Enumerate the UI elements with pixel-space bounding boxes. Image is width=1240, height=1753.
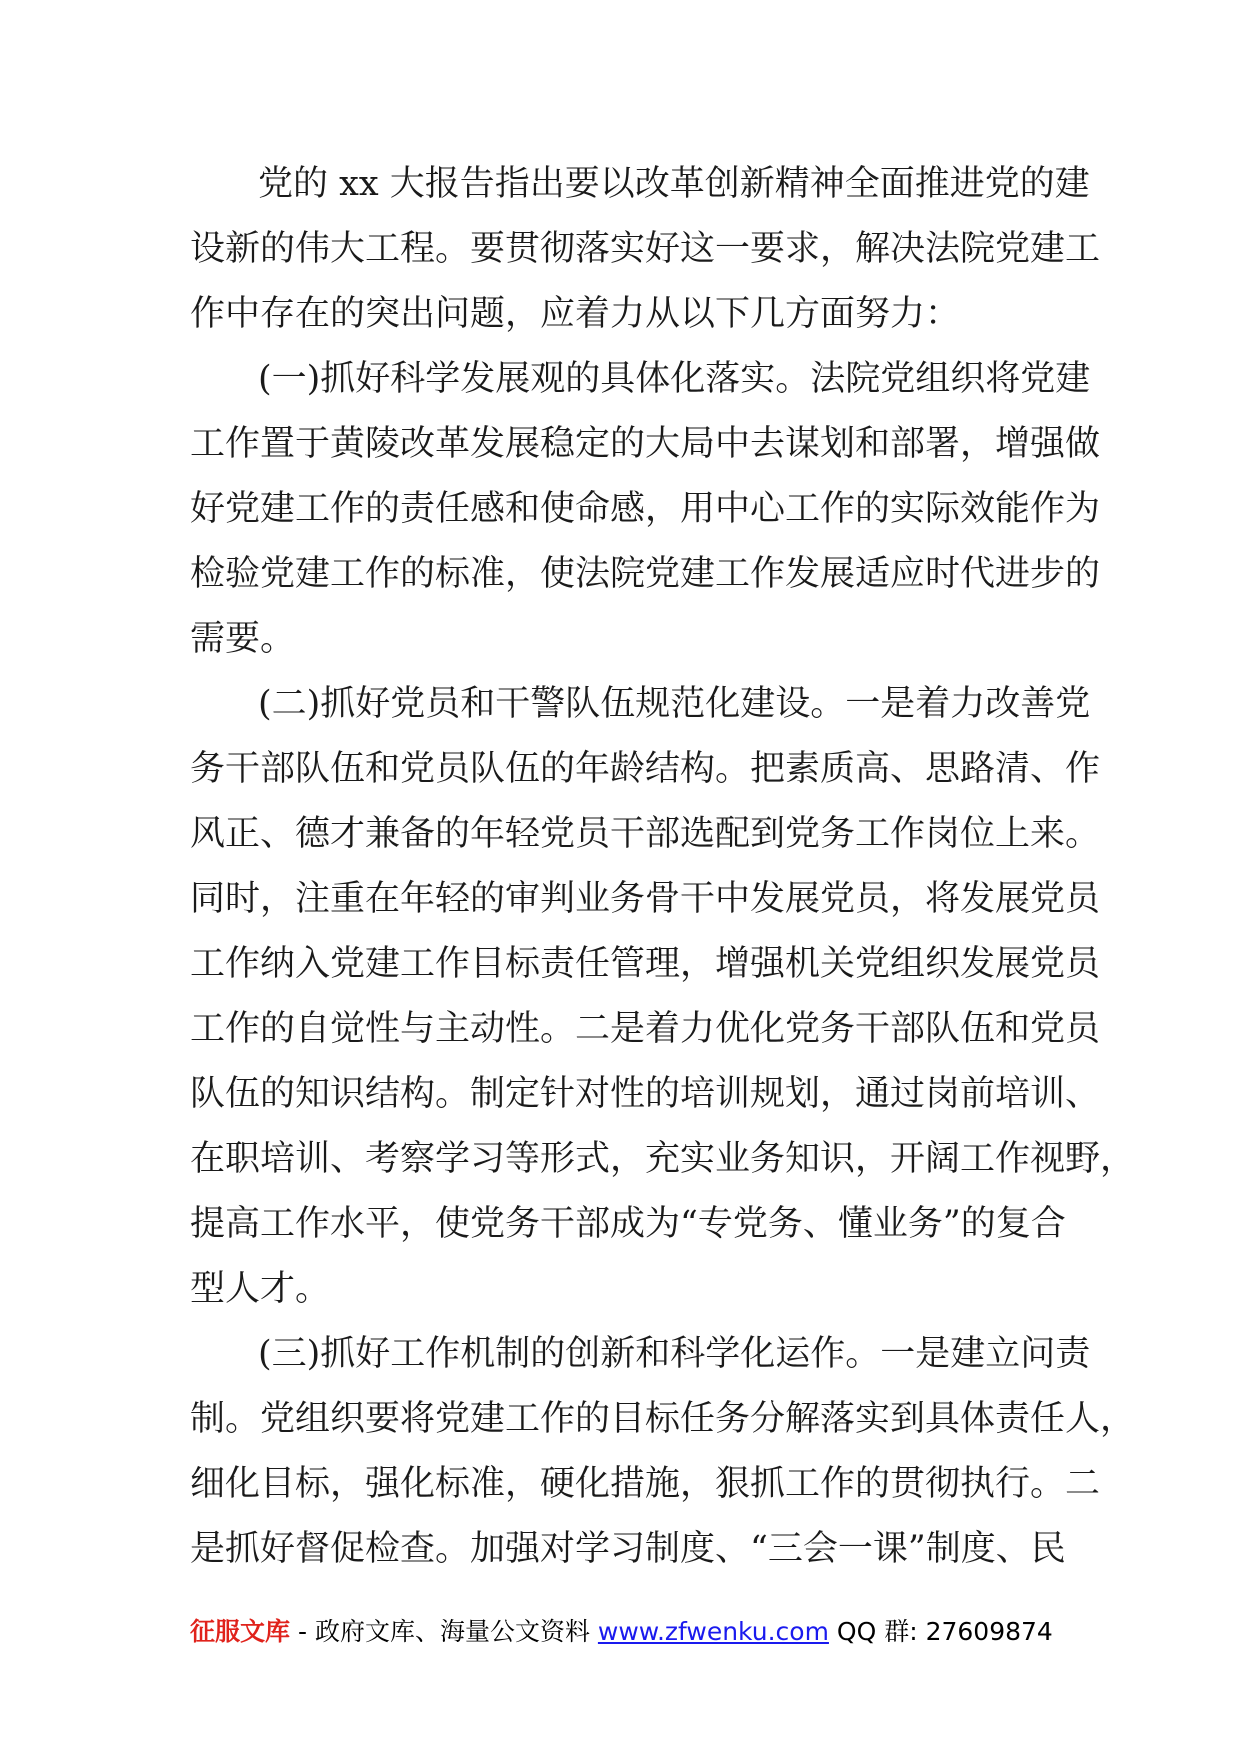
text-line: 好党建工作的责任感和使命感，用中心工作的实际效能作为 xyxy=(190,489,1101,529)
text-line: 党的 xx 大报告指出要以改革创新精神全面推进党的建 xyxy=(258,164,1090,204)
body-text xyxy=(190,152,1136,1582)
text-line: 工作的自觉性与主动性。二是着力优化党务干部队伍和党员 xyxy=(190,1009,1101,1049)
text-line: 务干部队伍和党员队伍的年龄结构。把素质高、思路清、作 xyxy=(190,749,1101,789)
footer-url-link[interactable]: www.zfwenku.com xyxy=(597,1617,829,1646)
text-line: 同时，注重在年轻的审判业务骨干中发展党员，将发展党员 xyxy=(190,879,1101,919)
text-line: 作中存在的突出问题，应着力从以下几方面努力： xyxy=(190,294,961,334)
text-line: 型人才。 xyxy=(190,1269,331,1309)
text-line: 队伍的知识结构。制定针对性的培训规划，通过岗前培训、 xyxy=(190,1074,1101,1114)
text-line: 工作纳入党建工作目标责任管理，增强机关党组织发展党员 xyxy=(190,944,1101,984)
text-line: 制。党组织要将党建工作的目标任务分解落实到具体责任人， xyxy=(190,1399,1136,1439)
text-line: 工作置于黄陵改革发展稳定的大局中去谋划和部署，增强做 xyxy=(190,424,1101,464)
footer-description: 政府文库、海量公文资料 xyxy=(314,1617,590,1646)
text-line: 是抓好督促检查。加强对学习制度、“三会一课”制度、民 xyxy=(190,1529,1066,1569)
footer-separator: - xyxy=(290,1617,315,1646)
text-line: (一)抓好科学发展观的具体化落实。法院党组织将党建 xyxy=(258,359,1091,399)
text-line: 设新的伟大工程。要贯彻落实好这一要求，解决法院党建工 xyxy=(190,229,1101,269)
text-line: 在职培训、考察学习等形式，充实业务知识，开阔工作视野， xyxy=(190,1139,1136,1179)
text-line: (三)抓好工作机制的创新和科学化运作。一是建立问责 xyxy=(258,1334,1091,1374)
text-line: 检验党建工作的标准，使法院党建工作发展适应时代进步的 xyxy=(190,554,1101,594)
footer-qq-group: QQ 群: 27609874 xyxy=(836,1617,1053,1646)
text-line: 提高工作水平，使党务干部成为“专党务、懂业务”的复合 xyxy=(190,1204,1066,1244)
footer-brand: 征服文库 xyxy=(190,1617,291,1646)
text-line: 细化目标，强化标准，硬化措施，狠抓工作的贯彻执行。二 xyxy=(190,1464,1101,1504)
text-line: 风正、德才兼备的年轻党员干部选配到党务工作岗位上来。 xyxy=(190,814,1101,854)
text-line: 需要。 xyxy=(190,619,296,659)
text-line: (二)抓好党员和干警队伍规范化建设。一是着力改善党 xyxy=(258,684,1091,724)
footer-banner xyxy=(190,1612,1060,1652)
